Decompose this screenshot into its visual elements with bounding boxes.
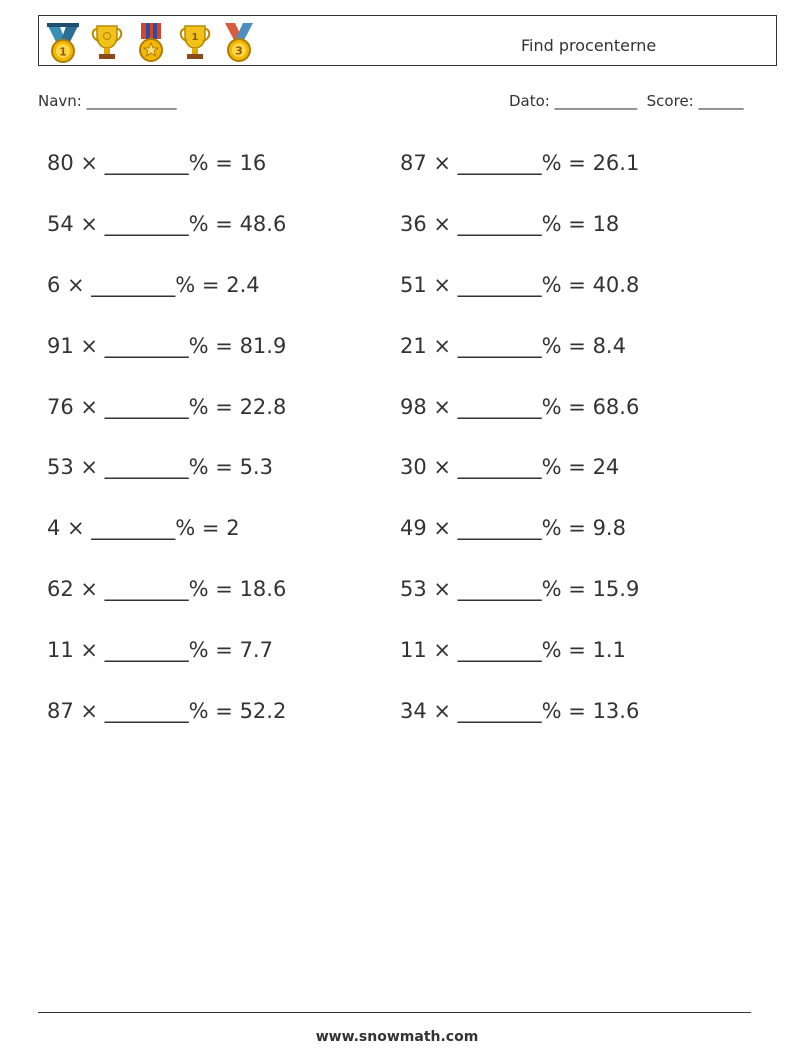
problem-item: 53 × ________% = 5.3 <box>47 455 273 479</box>
icon-strip <box>43 20 259 64</box>
problem-item: 34 × ________% = 13.6 <box>400 699 640 723</box>
problem-item: 91 × ________% = 81.9 <box>47 334 287 358</box>
trophy-1-icon <box>175 20 215 64</box>
medal-1-icon <box>43 20 83 64</box>
problem-item: 54 × ________% = 48.6 <box>47 212 287 236</box>
svg-text:1: 1 <box>191 32 199 43</box>
problem-item: 11 × ________% = 7.7 <box>47 638 273 662</box>
worksheet-title: Find procenterne <box>521 36 657 55</box>
problem-item: 36 × ________% = 18 <box>400 212 620 236</box>
problem-item: 80 × ________% = 16 <box>47 151 267 175</box>
problem-item: 6 × ________% = 2.4 <box>47 273 260 297</box>
trophy-icon <box>87 20 127 64</box>
footer-url[interactable]: www.snowmath.com <box>315 1029 479 1045</box>
problem-item: 51 × ________% = 40.8 <box>400 273 640 297</box>
problem-item: 98 × ________% = 68.6 <box>400 395 640 419</box>
svg-text:3: 3 <box>235 44 243 58</box>
problem-item: 53 × ________% = 15.9 <box>400 577 640 601</box>
problem-item: 30 × ________% = 24 <box>400 455 620 479</box>
header-box <box>38 15 777 66</box>
medal-3-icon <box>219 20 259 64</box>
problem-item: 76 × ________% = 22.8 <box>47 395 287 419</box>
date-score-field: Dato: ___________ Score: ______ <box>509 92 744 110</box>
problem-item: 87 × ________% = 52.2 <box>47 699 287 723</box>
problem-item: 49 × ________% = 9.8 <box>400 516 626 540</box>
name-field: Navn: ____________ <box>38 92 177 110</box>
problem-item: 21 × ________% = 8.4 <box>400 334 626 358</box>
svg-text:1: 1 <box>59 45 67 59</box>
problem-item: 4 × ________% = 2 <box>47 516 240 540</box>
problem-item: 87 × ________% = 26.1 <box>400 151 640 175</box>
problem-item: 11 × ________% = 1.1 <box>400 638 626 662</box>
problem-item: 62 × ________% = 18.6 <box>47 577 287 601</box>
footer-divider <box>38 1012 751 1013</box>
medal-star-icon <box>131 20 171 64</box>
